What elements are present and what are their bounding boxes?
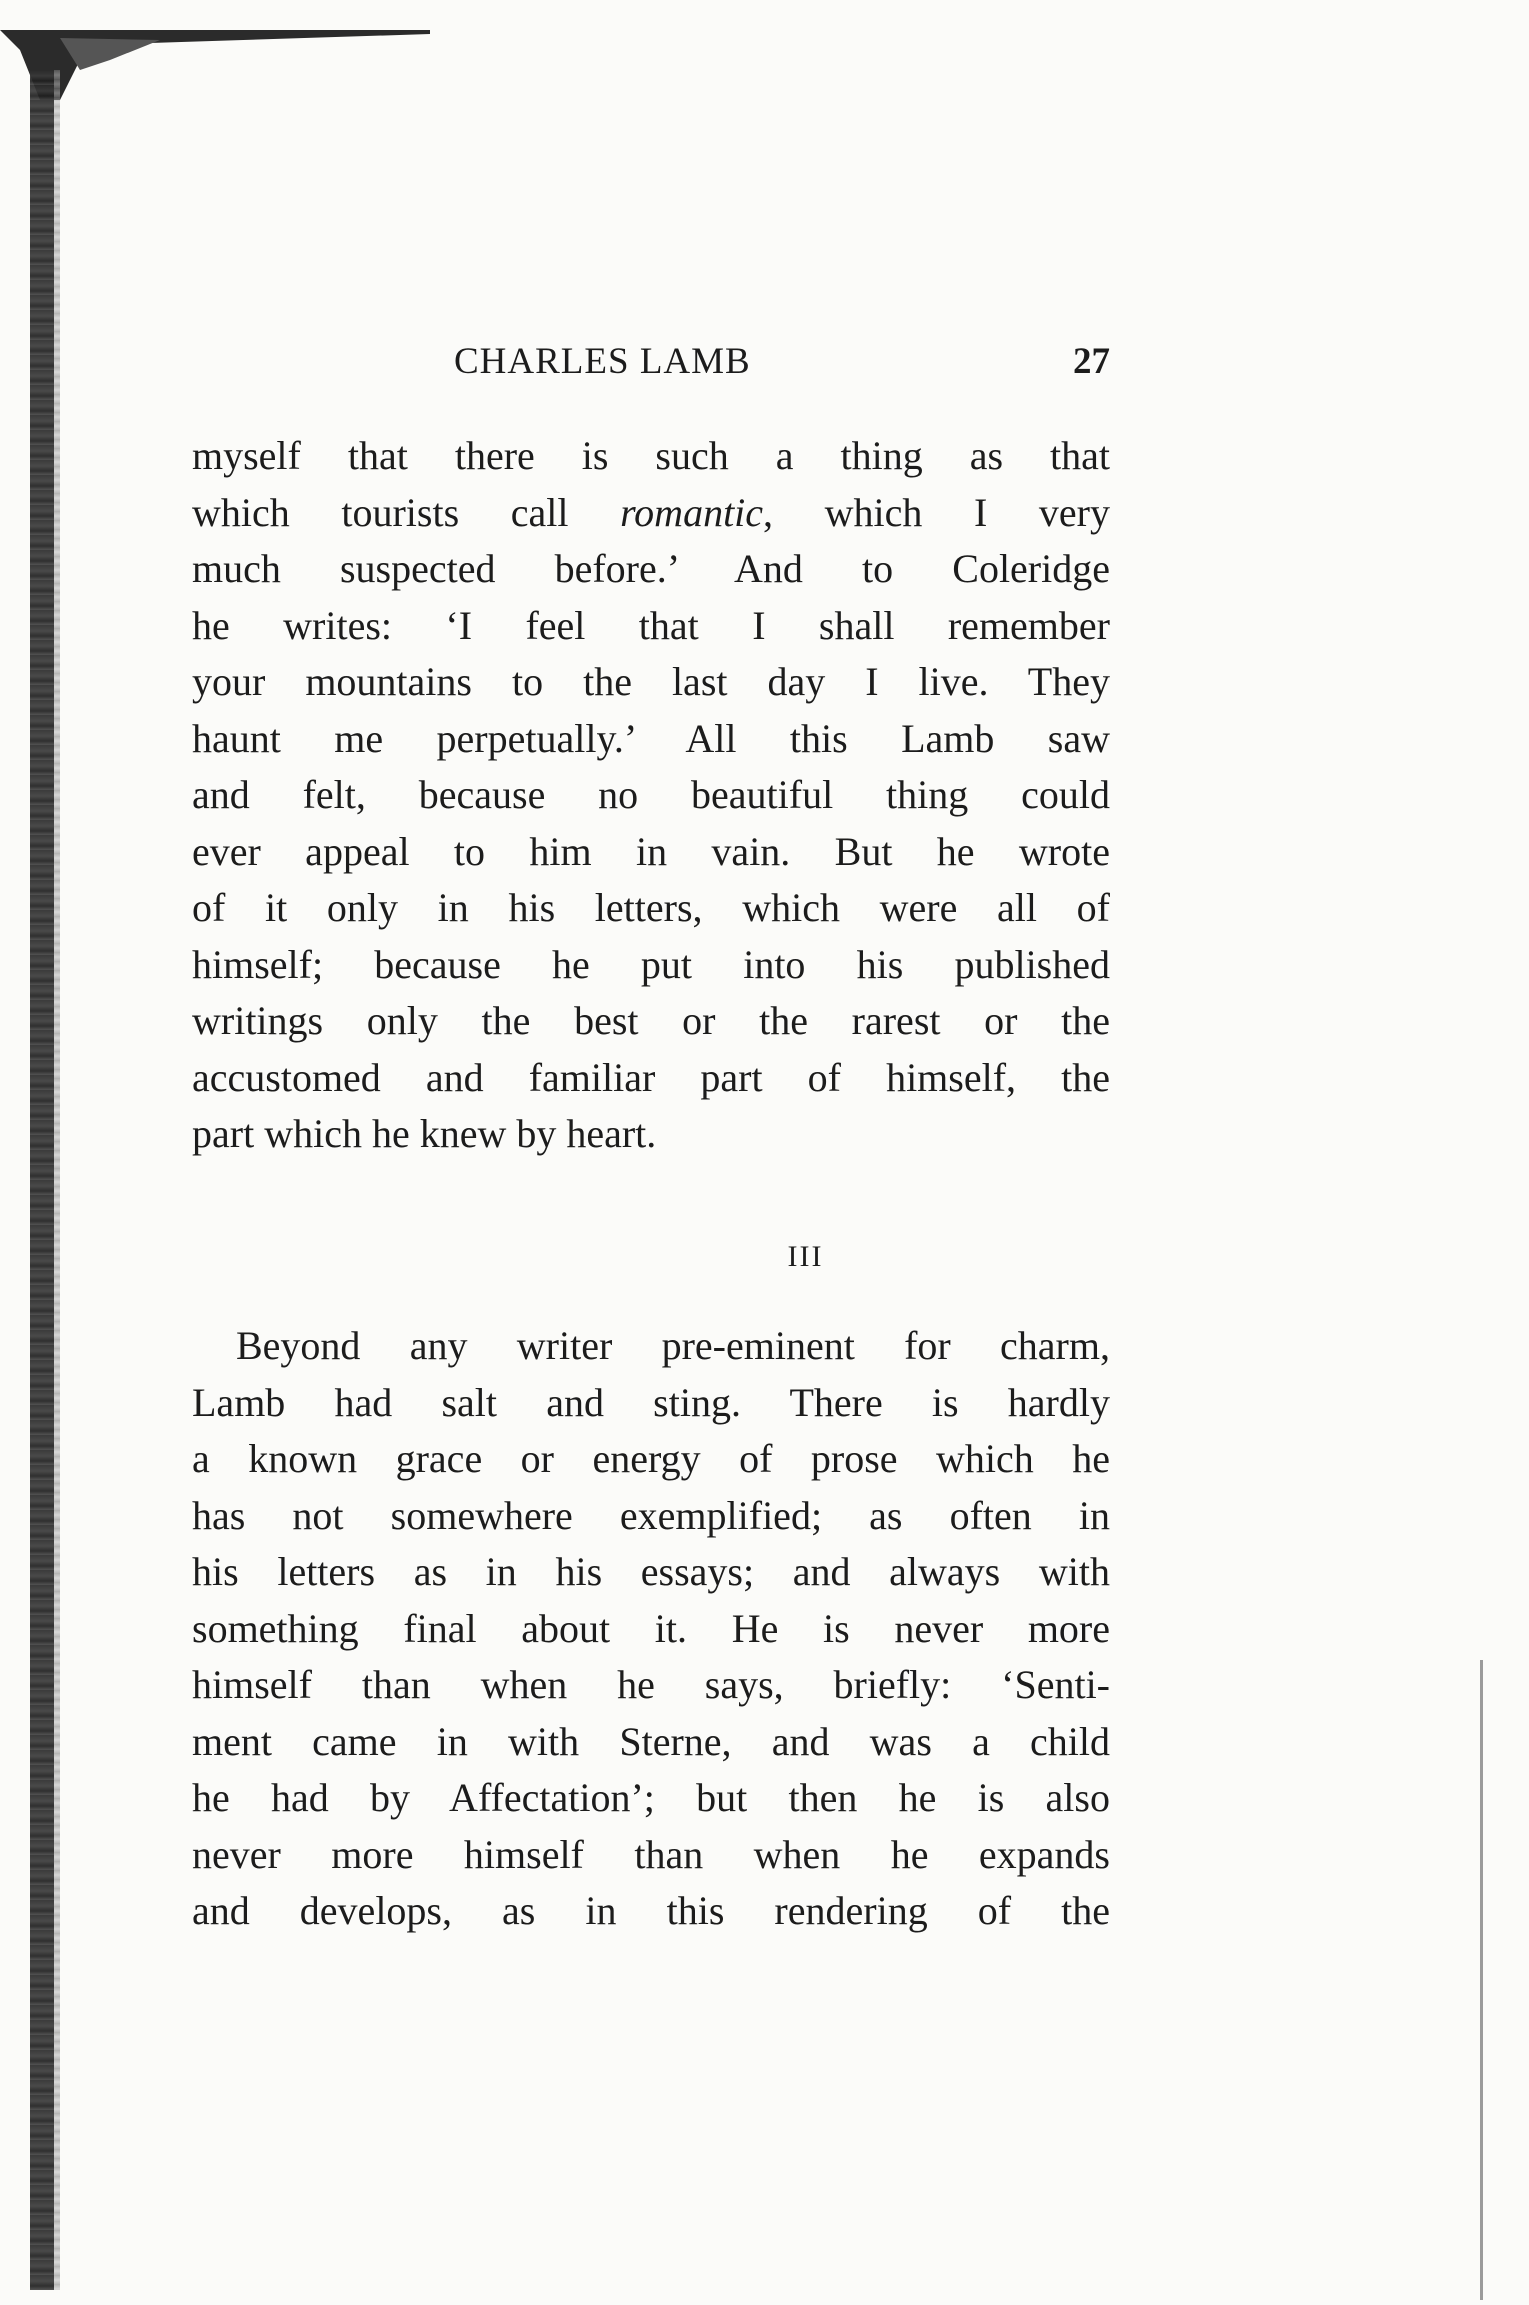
text-line: himself; because he put into his published [192, 941, 1110, 987]
text-line: writings only the best or the rarest or the [192, 998, 1110, 1043]
torn-corner-mark [0, 30, 430, 100]
section-heading [0, 1240, 1529, 1274]
text-line: Beyond any writer pre-eminent for charm, [236, 1323, 1110, 1368]
section-number: III [787, 1240, 824, 1273]
page-header [192, 340, 1110, 400]
page-number: 27 [1073, 341, 1110, 382]
text-line: something final about it. He is never more [192, 1605, 1110, 1651]
text-line: his letters as in his essays; and always with [192, 1549, 1110, 1594]
margin-rule [1480, 1660, 1483, 2300]
text-line: haunt me perpetually.’ All this Lamb saw [192, 715, 1110, 761]
paragraph-1 [192, 428, 1110, 1163]
text-line: never more himself than when he expands [192, 1831, 1110, 1877]
text-line: which tourists call romantic, which I very [192, 489, 1110, 535]
text-line: ever appeal to him in vain. But he wrote [192, 828, 1110, 874]
binding-edge [54, 70, 60, 2290]
text-line: he writes: ‘I feel that I shall remember [192, 602, 1110, 648]
text-line: himself than when he says, briefly: ‘Senti- [192, 1662, 1110, 1707]
binding-shadow [30, 70, 54, 2290]
text-line: much suspected before.’ And to Coleridge [192, 546, 1110, 591]
emphasis: romantic [620, 489, 764, 535]
text-line: and develops, as in this rendering of the [192, 1888, 1110, 1933]
text-line: Lamb had salt and sting. There is hardly [192, 1379, 1110, 1425]
running-head: CHARLES LAMB [454, 341, 751, 382]
text-line: accustomed and familiar part of himself, the [192, 1054, 1110, 1100]
text-line: part which he knew by heart. [192, 1111, 657, 1156]
text-line: myself that there is such a thing as that [192, 433, 1110, 478]
text-line: a known grace or energy of prose which he [192, 1436, 1110, 1481]
text-line: of it only in his letters, which were all of [192, 885, 1110, 930]
paragraph-2 [192, 1318, 1110, 1940]
text-line: your mountains to the last day I live. They [192, 659, 1110, 704]
text-line: has not somewhere exemplified; as often in [192, 1492, 1110, 1538]
text-line: and felt, because no beautiful thing could [192, 772, 1110, 817]
text-line: he had by Affectation’; but then he is also [192, 1775, 1110, 1820]
text-line: ment came in with Sterne, and was a child [192, 1718, 1110, 1764]
